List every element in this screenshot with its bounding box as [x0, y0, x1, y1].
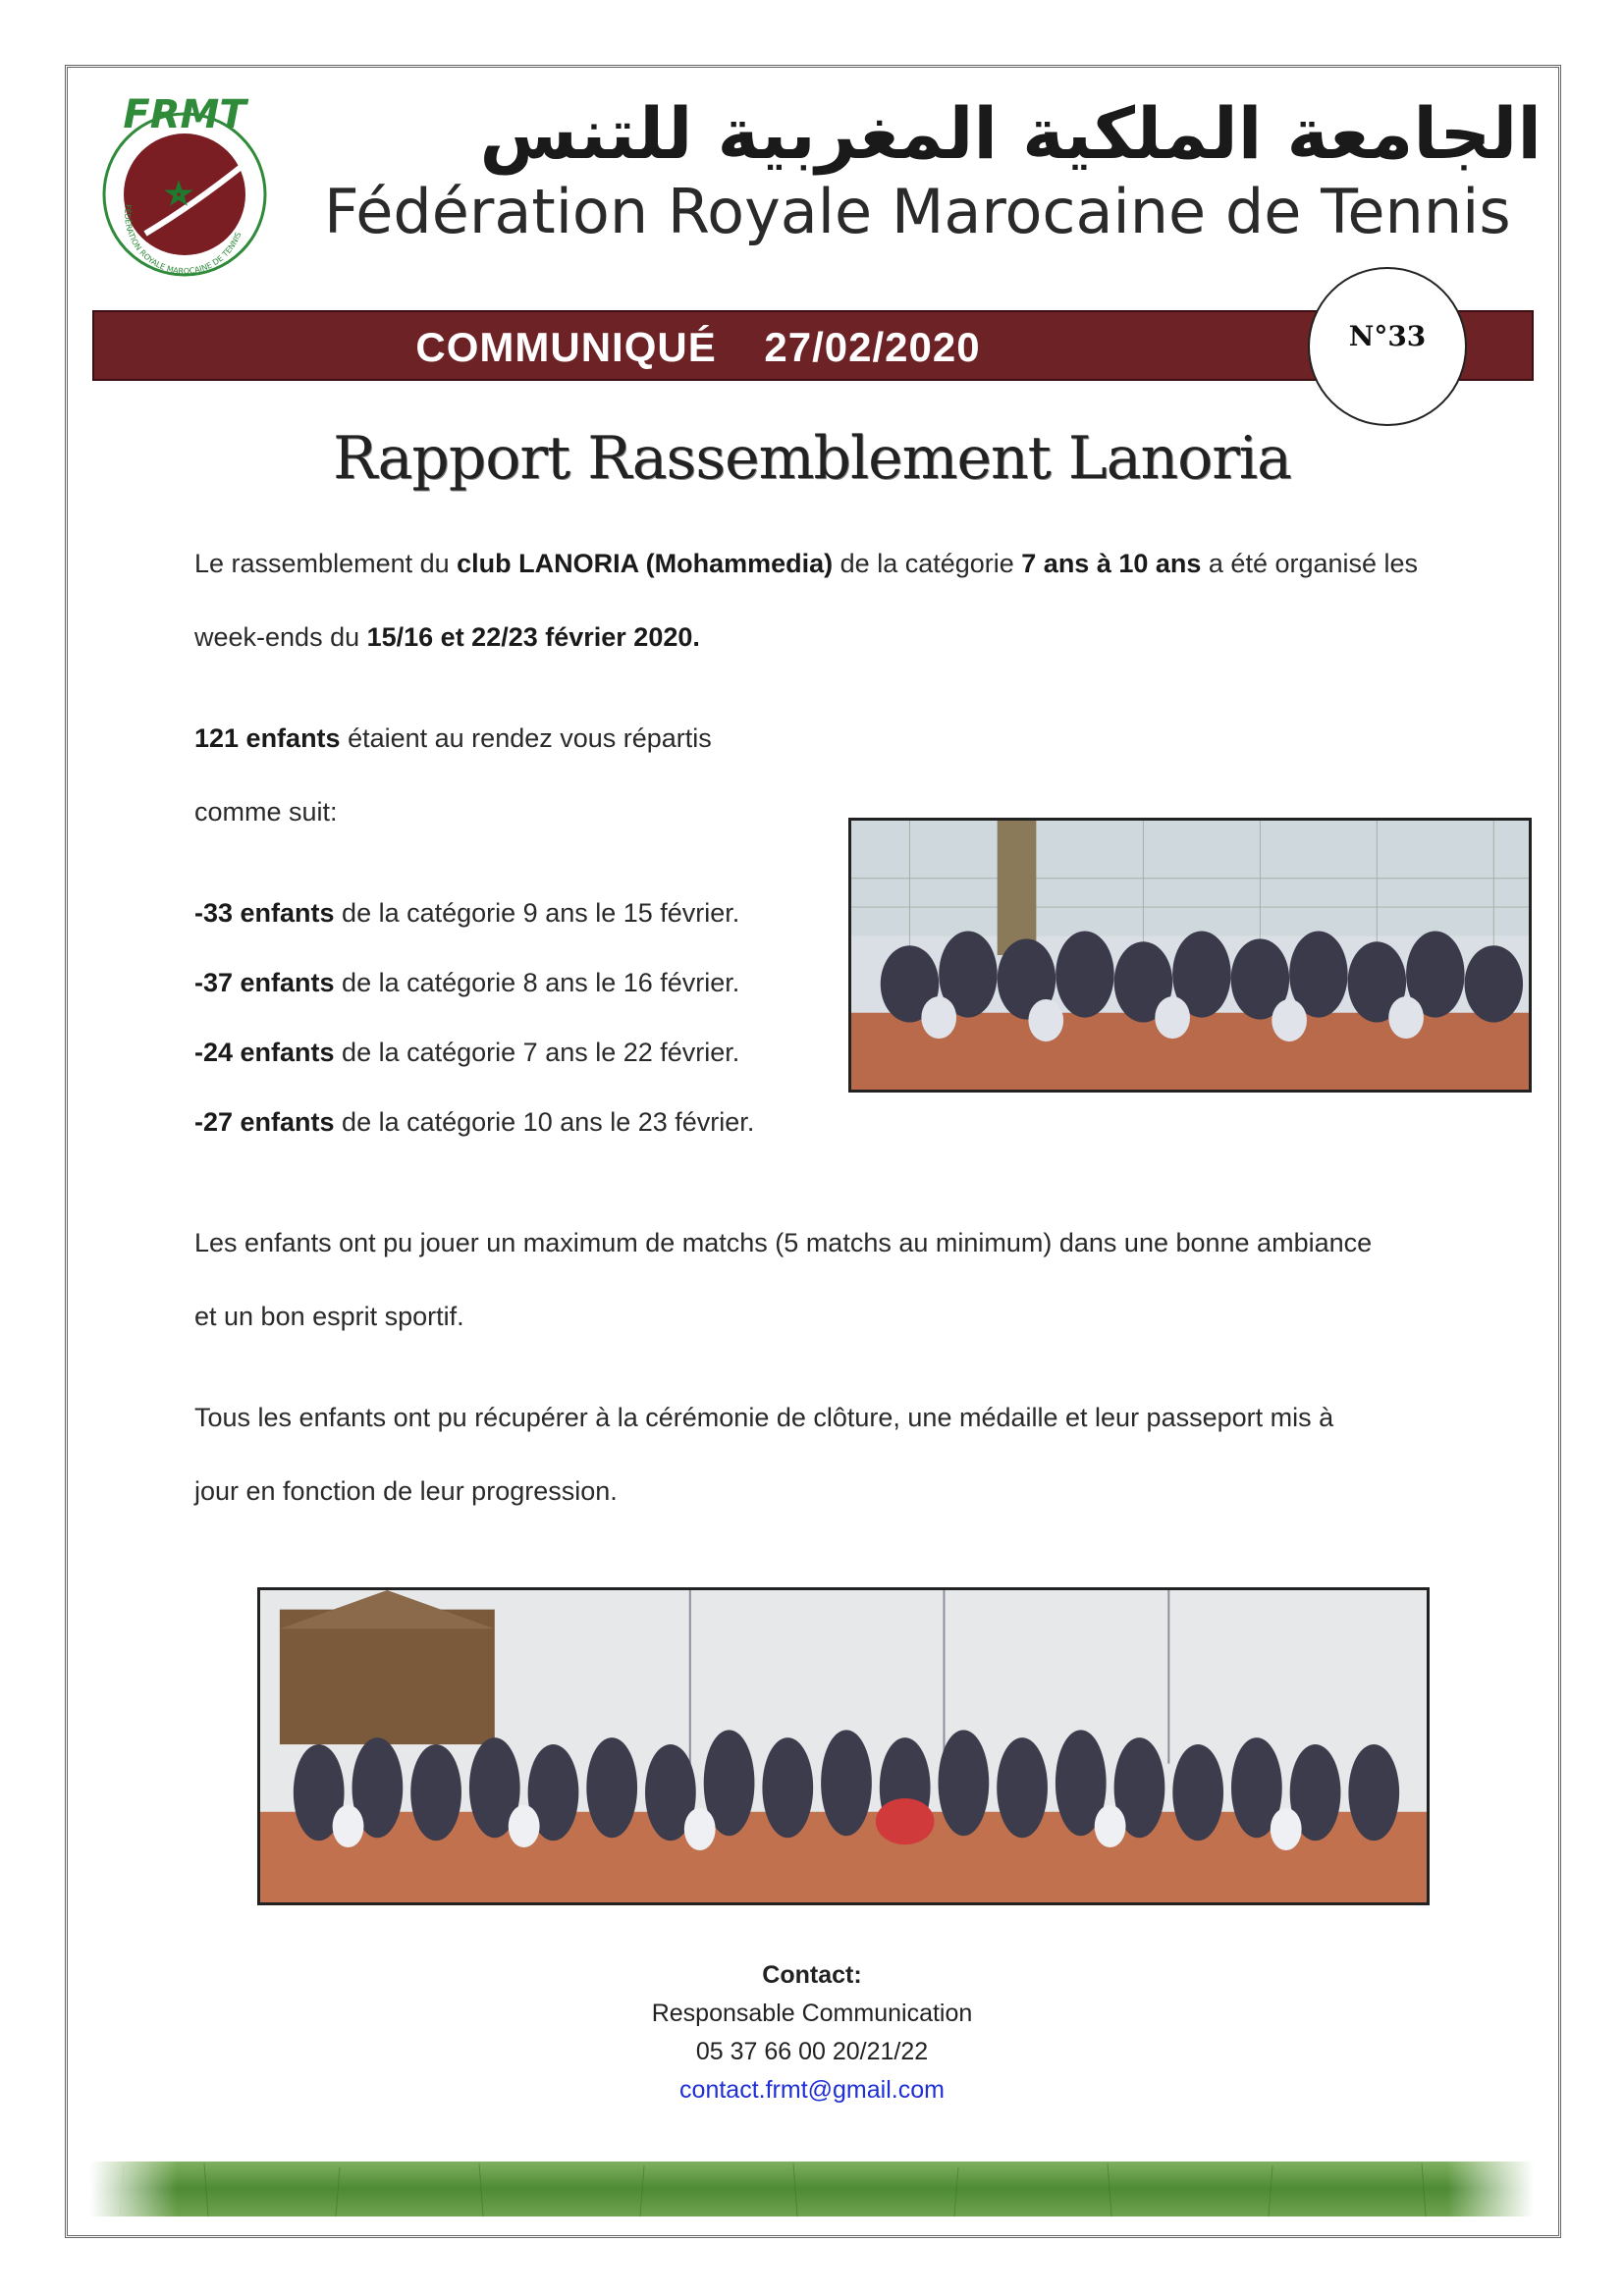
arabic-title: الجامعة الملكية المغربية للتنس	[479, 92, 1542, 175]
intro-line-1: Le rassemblement du club LANORIA (Mohammedia) de la catégorie 7 ans à 10 ans a été organisé les	[194, 549, 1419, 578]
intro-line-2: week-ends du 15/16 et 22/23 février 2020.	[194, 622, 700, 652]
group-photo-1	[848, 818, 1532, 1093]
logo-text: FRMT	[123, 92, 246, 137]
contact-email-link[interactable]: contact.frmt@gmail.com	[679, 2076, 945, 2104]
communique-number-badge	[1308, 267, 1467, 426]
federation-title: Fédération Royale Marocaine de Tennis	[324, 176, 1511, 247]
contact-label: Contact:	[762, 1961, 862, 1989]
banner-text	[94, 312, 1302, 379]
group-photo-2	[257, 1587, 1430, 1905]
breakdown-item: -24 enfants de la catégorie 7 ans le 22 février.	[194, 1038, 740, 1067]
count-line-2: comme suit:	[194, 797, 338, 827]
contact-phone: 05 37 66 00 20/21/22	[695, 2038, 929, 2065]
banner-label: COMMUNIQUÉ	[415, 324, 717, 370]
contact-role: Responsable Communication	[651, 2000, 973, 2027]
count-line-1: 121 enfants étaient au rendez vous répartis	[194, 723, 712, 753]
banner-date: 27/02/2020	[764, 324, 981, 370]
paragraph-ceremony-line-2: jour en fonction de leur progression.	[194, 1476, 618, 1506]
logo-ring-text: FÉDÉRATION ROYALE MAROCAINE DE TENNIS	[123, 203, 244, 276]
breakdown-item: -37 enfants de la catégorie 8 ans le 16 février.	[194, 968, 740, 997]
frmt-logo	[86, 86, 283, 283]
document-title: Rapport Rassemblement Lanoria	[333, 424, 1291, 493]
breakdown-item: -27 enfants de la catégorie 10 ans le 23 février.	[194, 1107, 755, 1137]
communique-number: N°33	[1348, 320, 1427, 352]
paragraph-ceremony-line-1: Tous les enfants ont pu récupérer à la cérémonie de clôture, une médaille et leur passeport mis à	[194, 1403, 1334, 1432]
paragraph-matches-line-1: Les enfants ont pu jouer un maximum de matchs (5 matchs au minimum) dans une bonne ambiance	[194, 1228, 1373, 1257]
paragraph-matches-line-2: et un bon esprit sportif.	[194, 1302, 464, 1331]
grass-footer-decoration	[90, 2156, 1534, 2220]
breakdown-item: -33 enfants de la catégorie 9 ans le 15 février.	[194, 898, 740, 928]
